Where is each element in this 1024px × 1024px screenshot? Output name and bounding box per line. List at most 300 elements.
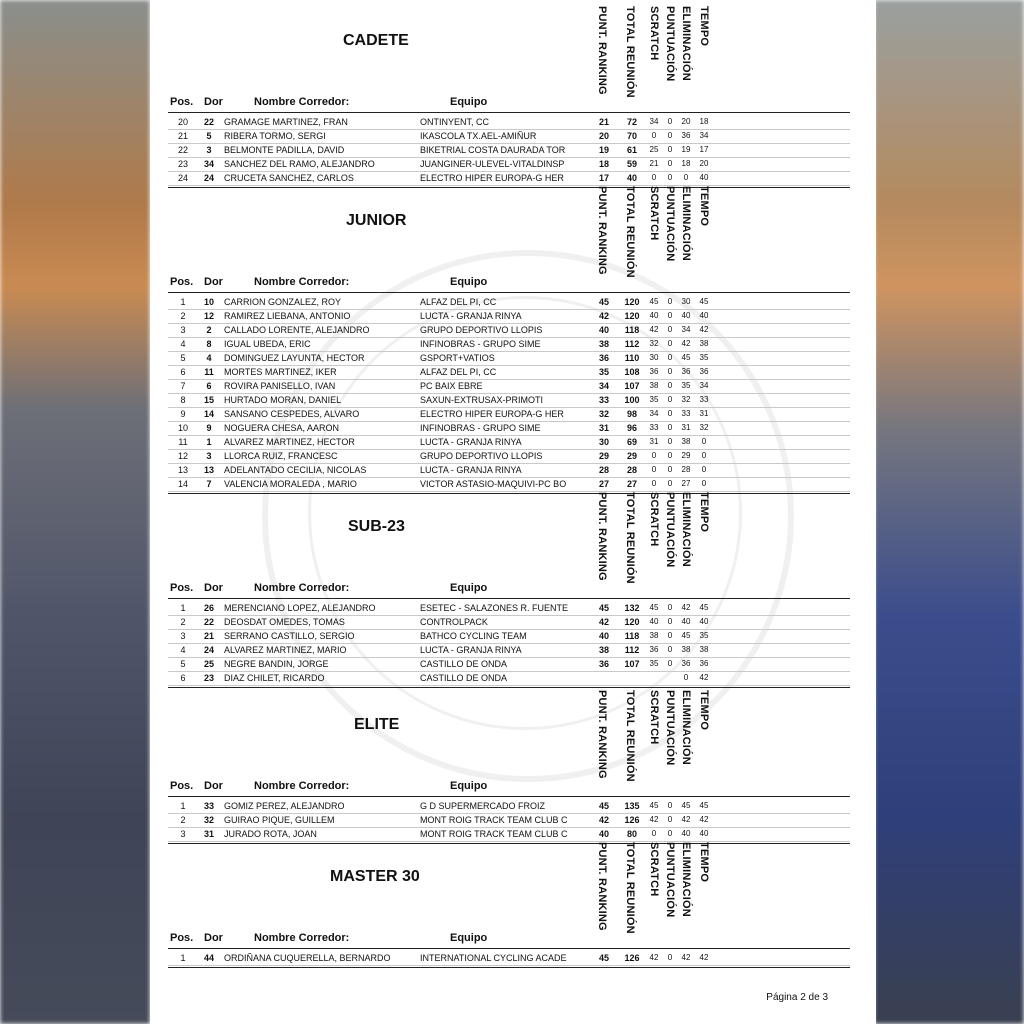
team-name: CONTROLPACK	[420, 617, 488, 627]
tempo-points: 33	[699, 395, 709, 404]
table-row	[168, 143, 850, 158]
column-header-puntuacion: PUNTUACIÓN	[664, 690, 676, 766]
elimination-points: 33	[681, 409, 691, 418]
column-header-team: Equipo	[450, 780, 488, 792]
column-header-tempo: TEMPO	[698, 690, 710, 731]
ranking-points: 45	[598, 297, 609, 307]
total-points: 96	[626, 423, 637, 433]
total-points: 28	[626, 465, 637, 475]
background-right	[874, 0, 1024, 1024]
total-points: 112	[624, 339, 640, 349]
section-separator	[168, 967, 850, 968]
column-header-pos: Pos.	[170, 582, 194, 594]
elimination-points: 40	[681, 617, 691, 626]
total-points: 108	[624, 367, 640, 377]
rider-name: ORDIÑANA CUQUERELLA, BERNARDO	[224, 953, 391, 963]
ranking-points: 38	[598, 339, 609, 349]
total-points: 110	[624, 353, 640, 363]
ranking-points: 36	[598, 659, 609, 669]
elimination-points: 40	[681, 829, 691, 838]
category-title: MASTER 30	[330, 868, 420, 885]
tempo-points: 38	[699, 339, 709, 348]
points-race: 0	[667, 353, 673, 362]
team-name: GRUPO DEPORTIVO LLOPIS	[420, 325, 543, 335]
category-section-elite	[168, 684, 850, 847]
rider-name: CALLADO LORENTE, ALEJANDRO	[224, 325, 370, 335]
bib-number: 23	[203, 673, 214, 683]
ranking-points: 20	[598, 131, 609, 141]
category-title: ELITE	[354, 716, 400, 733]
tempo-points: 38	[699, 645, 709, 654]
tempo-points: 45	[699, 603, 709, 612]
team-name: CASTILLO DE ONDA	[420, 673, 508, 683]
scratch-points: 21	[649, 159, 659, 168]
position: 11	[178, 437, 188, 447]
tempo-points: 40	[699, 617, 709, 626]
tempo-points: 20	[699, 159, 709, 168]
table-row	[168, 365, 850, 380]
bib-number: 3	[206, 451, 212, 461]
bib-number: 9	[206, 423, 212, 433]
elimination-points: 29	[681, 451, 691, 460]
team-name: MONT ROIG TRACK TEAM CLUB C	[420, 815, 568, 825]
elimination-points: 0	[683, 173, 689, 182]
ranking-points: 45	[598, 953, 609, 963]
position: 1	[180, 953, 186, 963]
column-header-dor: Dor	[204, 932, 223, 944]
scratch-points: 0	[651, 829, 657, 838]
points-race: 0	[667, 381, 673, 390]
points-race: 0	[667, 173, 673, 182]
tempo-points: 36	[699, 367, 709, 376]
scratch-points: 0	[651, 465, 657, 474]
position: 3	[180, 631, 186, 641]
points-race: 0	[667, 145, 673, 154]
team-name: INTERNATIONAL CYCLING ACADE	[420, 953, 567, 963]
bib-number: 11	[204, 367, 214, 377]
elimination-points: 27	[681, 479, 691, 488]
column-header-eliminacion: ELIMINACIÓN	[680, 492, 692, 567]
points-race: 0	[667, 311, 673, 320]
ranking-points: 18	[598, 159, 609, 169]
team-name: INFINOBRAS - GRUPO SIME	[420, 339, 541, 349]
position: 8	[180, 395, 186, 405]
column-header-tempo: TEMPO	[698, 492, 710, 533]
team-name: ELECTRO HIPER EUROPA-G HER	[420, 409, 564, 419]
points-race: 0	[667, 645, 673, 654]
table-row	[168, 323, 850, 338]
bib-number: 32	[203, 815, 214, 825]
ranking-points: 21	[598, 117, 609, 127]
bib-number: 25	[203, 659, 214, 669]
elimination-points: 42	[681, 815, 691, 824]
bib-number: 24	[203, 645, 214, 655]
bib-number: 34	[203, 159, 214, 169]
team-name: LUCTA - GRANJA RINYA	[420, 311, 522, 321]
rider-name: SANSANO CESPEDES, ALVARO	[224, 409, 360, 419]
bib-number: 31	[203, 829, 214, 839]
column-header-eliminacion: ELIMINACIÓN	[680, 842, 692, 917]
table-row	[168, 463, 850, 478]
points-race: 0	[667, 815, 673, 824]
points-race: 0	[667, 631, 673, 640]
bib-number: 33	[203, 801, 214, 811]
team-name: LUCTA - GRANJA RINYA	[420, 465, 522, 475]
elimination-points: 38	[681, 645, 691, 654]
tempo-points: 45	[699, 801, 709, 810]
scratch-points: 45	[649, 297, 659, 306]
total-points: 120	[624, 311, 640, 321]
team-name: ESETEC - SALAZONES R. FUENTE	[420, 603, 569, 613]
ranking-points: 38	[598, 645, 609, 655]
points-race: 0	[667, 423, 673, 432]
column-header-puntuacion: PUNTUACIÓN	[664, 842, 676, 918]
points-race: 0	[667, 325, 673, 334]
rider-name: MERENCIANO LOPEZ, ALEJANDRO	[224, 603, 376, 613]
table-row	[168, 129, 850, 144]
column-header-total: TOTAL REUNIÓN	[624, 690, 636, 782]
points-race: 0	[667, 617, 673, 626]
column-header-team: Equipo	[450, 582, 488, 594]
bib-number: 3	[206, 145, 212, 155]
team-name: INFINOBRAS - GRUPO SIME	[420, 423, 541, 433]
ranking-points: 40	[598, 631, 609, 641]
rider-name: ALVAREZ MARTINEZ, HECTOR	[224, 437, 355, 447]
column-header-pos: Pos.	[170, 276, 194, 288]
ranking-points: 33	[598, 395, 609, 405]
results-page	[150, 0, 876, 1024]
points-race: 0	[667, 297, 673, 306]
column-header-rank: PUNT. RANKING	[596, 6, 608, 95]
total-points: 126	[624, 815, 640, 825]
position: 3	[180, 829, 186, 839]
tempo-points: 34	[699, 381, 709, 390]
category-section-cadete	[168, 0, 850, 191]
tempo-points: 45	[699, 297, 709, 306]
tempo-points: 31	[699, 409, 709, 418]
table-row	[168, 657, 850, 672]
position: 6	[180, 673, 186, 683]
position: 2	[180, 815, 186, 825]
column-header-tempo: TEMPO	[698, 6, 710, 47]
bib-number: 22	[203, 617, 214, 627]
table-row	[168, 379, 850, 394]
team-name: LUCTA - GRANJA RINYA	[420, 437, 522, 447]
header-rule	[168, 796, 850, 797]
team-name: GSPORT+VATIOS	[420, 353, 495, 363]
scratch-points: 35	[649, 395, 659, 404]
tempo-points: 40	[699, 829, 709, 838]
bib-number: 7	[206, 479, 212, 489]
column-header-total: TOTAL REUNIÓN	[624, 492, 636, 584]
position: 10	[177, 423, 188, 433]
scratch-points: 38	[649, 631, 659, 640]
position: 12	[177, 451, 188, 461]
team-name: VICTOR ASTASIO-MAQUIVI-PC BO	[420, 479, 567, 489]
ranking-points: 40	[598, 325, 609, 335]
column-header-dor: Dor	[204, 96, 223, 108]
ranking-points: 17	[598, 173, 609, 183]
table-row	[168, 337, 850, 352]
rider-name: RAMIREZ LIEBANA, ANTONIO	[224, 311, 351, 321]
elimination-points: 40	[681, 311, 691, 320]
elimination-points: 30	[681, 297, 691, 306]
bib-number: 5	[206, 131, 212, 141]
bib-number: 2	[206, 325, 212, 335]
points-race: 0	[667, 479, 673, 488]
page-number: Página 2 de 3	[766, 992, 828, 1003]
position: 24	[177, 173, 188, 183]
team-name: LUCTA - GRANJA RINYA	[420, 645, 522, 655]
total-points: 126	[624, 953, 640, 963]
tempo-points: 40	[699, 311, 709, 320]
rider-name: NOGUERA CHESA, AARON	[224, 423, 340, 433]
bib-number: 22	[203, 117, 214, 127]
elimination-points: 45	[681, 631, 691, 640]
rider-name: NEGRE BANDIN, JORGE	[224, 659, 329, 669]
column-header-rank: PUNT. RANKING	[596, 186, 608, 275]
points-race: 0	[667, 409, 673, 418]
scratch-points: 31	[649, 437, 659, 446]
bib-number: 26	[203, 603, 214, 613]
rider-name: ROVIRA PANISELLO, IVAN	[224, 381, 336, 391]
tempo-points: 35	[699, 631, 709, 640]
rider-name: GOMIZ PEREZ, ALEJANDRO	[224, 801, 345, 811]
scratch-points: 38	[649, 381, 659, 390]
table-row	[168, 309, 850, 324]
rider-name: DIAZ CHILET, RICARDO	[224, 673, 325, 683]
position: 1	[180, 603, 186, 613]
elimination-points: 19	[681, 145, 691, 154]
elimination-points: 0	[683, 673, 689, 682]
tempo-points: 17	[699, 145, 709, 154]
bib-number: 14	[203, 409, 214, 419]
total-points: 59	[626, 159, 637, 169]
table-row	[168, 351, 850, 366]
position: 1	[180, 801, 186, 811]
column-header-total: TOTAL REUNIÓN	[624, 186, 636, 278]
bib-number: 44	[203, 953, 214, 963]
scratch-points: 45	[649, 801, 659, 810]
total-points: 120	[624, 297, 640, 307]
total-points: 112	[624, 645, 640, 655]
elimination-points: 45	[681, 801, 691, 810]
position: 22	[177, 145, 188, 155]
column-header-total: TOTAL REUNIÓN	[624, 6, 636, 98]
category-section-master-30	[168, 836, 850, 971]
team-name: CASTILLO DE ONDA	[420, 659, 508, 669]
total-points: 100	[624, 395, 640, 405]
table-row	[168, 393, 850, 408]
elimination-points: 32	[681, 395, 691, 404]
total-points: 27	[626, 479, 637, 489]
total-points: 132	[624, 603, 640, 613]
rider-name: SANCHEZ DEL RAMO, ALEJANDRO	[224, 159, 375, 169]
team-name: JUANGINER-ULEVEL-VITALDINSP	[420, 159, 565, 169]
team-name: BATHCO CYCLING TEAM	[420, 631, 527, 641]
column-header-name: Nombre Corredor:	[254, 780, 350, 792]
bib-number: 13	[203, 465, 214, 475]
table-row	[168, 295, 850, 310]
points-race: 0	[667, 603, 673, 612]
ranking-points: 28	[598, 465, 609, 475]
total-points: 120	[624, 617, 640, 627]
column-header-pos: Pos.	[170, 96, 194, 108]
tempo-points: 34	[699, 131, 709, 140]
column-header-pos: Pos.	[170, 932, 194, 944]
column-header-rank: PUNT. RANKING	[596, 690, 608, 779]
rider-name: CARRION GONZALEZ, ROY	[224, 297, 342, 307]
category-section-junior	[168, 180, 850, 497]
rider-name: CRUCETA SANCHEZ, CARLOS	[224, 173, 354, 183]
table-row	[168, 449, 850, 464]
tempo-points: 42	[699, 673, 709, 682]
bib-number: 15	[203, 395, 214, 405]
position: 23	[177, 159, 188, 169]
scratch-points: 34	[649, 117, 659, 126]
column-header-rank: PUNT. RANKING	[596, 492, 608, 581]
elimination-points: 20	[681, 117, 691, 126]
rider-name: IGUAL UBEDA, ERIC	[224, 339, 311, 349]
rider-name: RIBERA TORMO, SERGI	[224, 131, 326, 141]
column-header-rank: PUNT. RANKING	[596, 842, 608, 931]
header-rule	[168, 598, 850, 599]
table-row	[168, 643, 850, 658]
bib-number: 21	[203, 631, 214, 641]
category-title: SUB-23	[348, 518, 405, 535]
position: 5	[180, 659, 186, 669]
ranking-points: 31	[598, 423, 609, 433]
position: 5	[180, 353, 186, 363]
total-points: 80	[626, 829, 637, 839]
rider-name: GRAMAGE MARTINEZ, FRAN	[224, 117, 348, 127]
position: 9	[180, 409, 186, 419]
table-row	[168, 615, 850, 630]
team-name: ELECTRO HIPER EUROPA-G HER	[420, 173, 564, 183]
scratch-points: 30	[649, 353, 659, 362]
column-header-scratch: SCRATCH	[648, 186, 660, 241]
points-race: 0	[667, 117, 673, 126]
column-header-name: Nombre Corredor:	[254, 96, 350, 108]
ranking-points: 30	[598, 437, 609, 447]
ranking-points: 35	[598, 367, 609, 377]
total-points: 118	[624, 325, 640, 335]
tempo-points: 36	[699, 659, 709, 668]
column-header-dor: Dor	[204, 780, 223, 792]
total-points: 29	[626, 451, 637, 461]
scratch-points: 36	[649, 645, 659, 654]
points-race: 0	[667, 953, 673, 962]
column-header-eliminacion: ELIMINACIÓN	[680, 186, 692, 261]
column-header-name: Nombre Corredor:	[254, 932, 350, 944]
column-header-team: Equipo	[450, 276, 488, 288]
total-points: 107	[624, 659, 640, 669]
total-points: 70	[626, 131, 637, 141]
ranking-points: 34	[598, 381, 609, 391]
tempo-points: 0	[701, 451, 707, 460]
scratch-points: 42	[649, 325, 659, 334]
team-name: IKASCOLA TX.AEL-AMIÑUR	[420, 131, 537, 141]
tempo-points: 0	[701, 479, 707, 488]
position: 4	[180, 645, 186, 655]
scratch-points: 42	[649, 953, 659, 962]
bib-number: 8	[206, 339, 212, 349]
header-rule	[168, 948, 850, 949]
scratch-points: 0	[651, 173, 657, 182]
ranking-points: 29	[598, 451, 609, 461]
tempo-points: 42	[699, 815, 709, 824]
points-race: 0	[667, 465, 673, 474]
tempo-points: 42	[699, 953, 709, 962]
column-header-puntuacion: PUNTUACIÓN	[664, 186, 676, 262]
elimination-points: 36	[681, 659, 691, 668]
table-row	[168, 951, 850, 966]
table-row	[168, 421, 850, 436]
team-name: ALFAZ DEL PI, CC	[420, 367, 497, 377]
total-points: 118	[624, 631, 640, 641]
tempo-points: 35	[699, 353, 709, 362]
scratch-points: 0	[651, 451, 657, 460]
bib-number: 4	[206, 353, 212, 363]
scratch-points: 33	[649, 423, 659, 432]
header-rule	[168, 112, 850, 113]
bib-number: 24	[203, 173, 214, 183]
bib-number: 6	[206, 381, 212, 391]
elimination-points: 36	[681, 131, 691, 140]
total-points: 107	[624, 381, 640, 391]
ranking-points: 45	[598, 603, 609, 613]
header-rule	[168, 292, 850, 293]
table-row	[168, 435, 850, 450]
rider-name: DEOSDAT OMEDES, TOMAS	[224, 617, 345, 627]
bib-number: 1	[206, 437, 212, 447]
points-race: 0	[667, 659, 673, 668]
table-row	[168, 157, 850, 172]
table-row	[168, 629, 850, 644]
scratch-points: 36	[649, 367, 659, 376]
scratch-points: 40	[649, 617, 659, 626]
scratch-points: 40	[649, 311, 659, 320]
column-header-dor: Dor	[204, 276, 223, 288]
rider-name: SERRANO CASTILLO, SERGIO	[224, 631, 355, 641]
rider-name: MORTES MARTINEZ, IKER	[224, 367, 337, 377]
position: 21	[177, 131, 188, 141]
ranking-points: 42	[598, 311, 609, 321]
position: 20	[177, 117, 188, 127]
elimination-points: 31	[681, 423, 691, 432]
points-race: 0	[667, 159, 673, 168]
points-race: 0	[667, 395, 673, 404]
ranking-points: 32	[598, 409, 609, 419]
elimination-points: 28	[681, 465, 691, 474]
tempo-points: 42	[699, 325, 709, 334]
category-section-sub-23	[168, 486, 850, 691]
column-header-team: Equipo	[450, 932, 488, 944]
points-race: 0	[667, 451, 673, 460]
table-row	[168, 115, 850, 130]
column-header-name: Nombre Corredor:	[254, 276, 350, 288]
scratch-points: 25	[649, 145, 659, 154]
column-header-eliminacion: ELIMINACIÓN	[680, 6, 692, 81]
tempo-points: 0	[701, 437, 707, 446]
position: 14	[177, 479, 188, 489]
scratch-points: 32	[649, 339, 659, 348]
team-name: SAXUN-EXTRUSAX-PRIMOTI	[420, 395, 544, 405]
points-race: 0	[667, 339, 673, 348]
team-name: ONTINYENT, CC	[420, 117, 490, 127]
points-race: 0	[667, 367, 673, 376]
column-header-dor: Dor	[204, 582, 223, 594]
